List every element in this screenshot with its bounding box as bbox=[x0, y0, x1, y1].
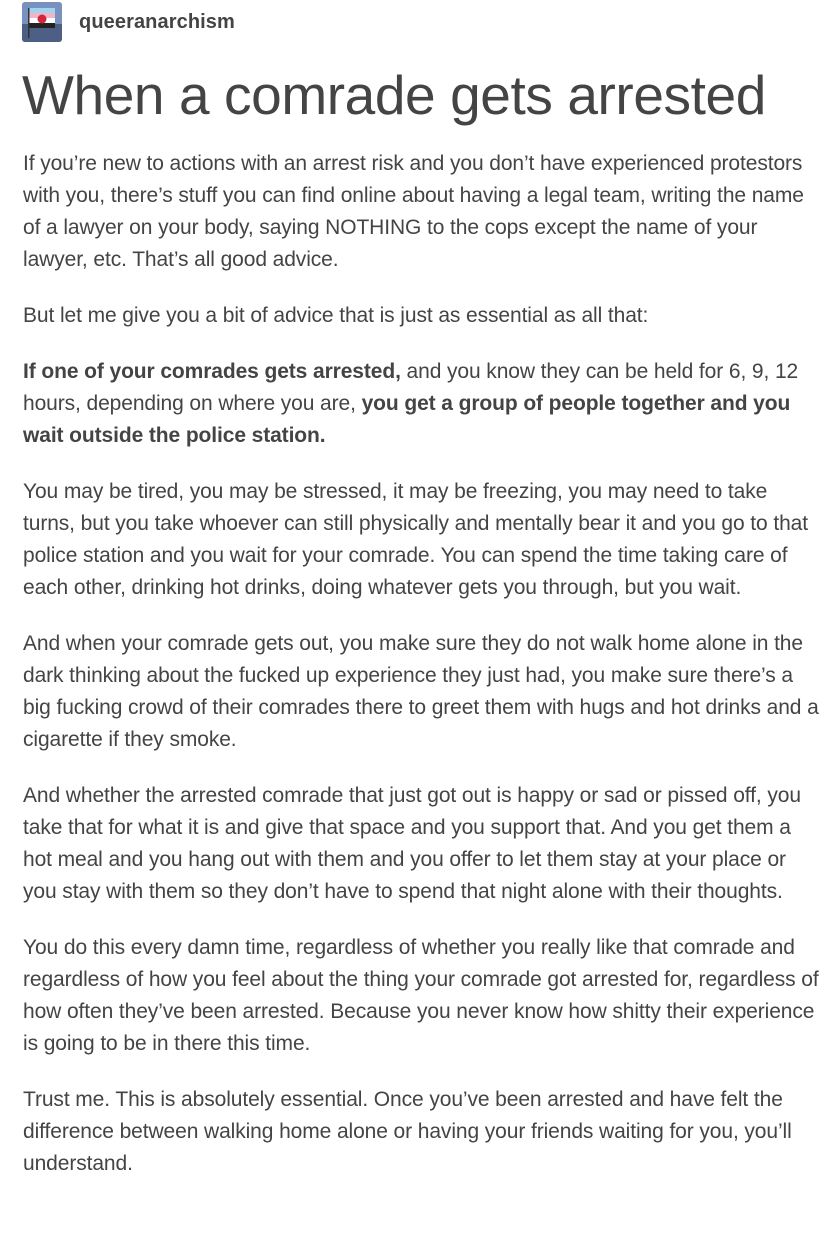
paragraph-8: Trust me. This is absolutely essential. Once you’ve been arrested and have felt the difference between walking home alone or having your friends waiting for you, you’ll understand. bbox=[23, 1088, 792, 1175]
author-username[interactable]: queeranarchism bbox=[79, 10, 235, 33]
paragraph-5: And when your comrade gets out, you make sure they do not walk home alone in the dark thinking about the fucked up experience they just had, you make sure there’s a big fucking crowd of their comrades there to greet them with hugs and hot drinks and a cigarette if they smoke. bbox=[23, 632, 819, 751]
post-body bbox=[23, 148, 823, 1204]
paragraph-3 bbox=[23, 356, 823, 452]
avatar-icon[interactable] bbox=[22, 2, 62, 42]
paragraph-3-bold-lead: If one of your comrades gets arrested, bbox=[23, 360, 401, 383]
post-header bbox=[22, 2, 235, 42]
paragraph-7: You do this every damn time, regardless of whether you really like that comrade and regardless of how you feel about the thing your comrade got arrested for, regardless of how often they’ve been arrested. Because you never know how shitty their experience is going to be in there this time. bbox=[23, 936, 819, 1055]
paragraph-3-bold-tail: you get a group of people together and you wait outside the police station. bbox=[23, 392, 791, 447]
paragraph-1: If you’re new to actions with an arrest risk and you don’t have experienced protestors with you, there’s stuff you can find online about having a legal team, writing the name of a lawyer on your body, saying NOTHING to the cops except the name of your lawyer, etc. That’s all good advice. bbox=[23, 152, 804, 271]
paragraph-4: You may be tired, you may be stressed, it may be freezing, you may need to take turns, but you take whoever can still physically and mentally bear it and you go to that police station and you wait for your comrade. You can spend the time taking care of each other, drinking hot drinks, doing whatever gets you through, but you wait. bbox=[23, 480, 808, 599]
paragraph-3-middle: and you know they can be held for 6, 9, 12 hours, depending on where you are, bbox=[23, 360, 799, 415]
paragraph-2: But let me give you a bit of advice that is just as essential as all that: bbox=[23, 304, 649, 327]
paragraph-6: And whether the arrested comrade that just got out is happy or sad or pissed off, you take that for what it is and give that space and you support that. And you get them a hot meal and you hang out with them and you offer to let them stay at your place or you stay with them so they don’t have to spend that night alone with their thoughts. bbox=[23, 784, 801, 903]
post-title: When a comrade gets arrested bbox=[22, 64, 766, 126]
